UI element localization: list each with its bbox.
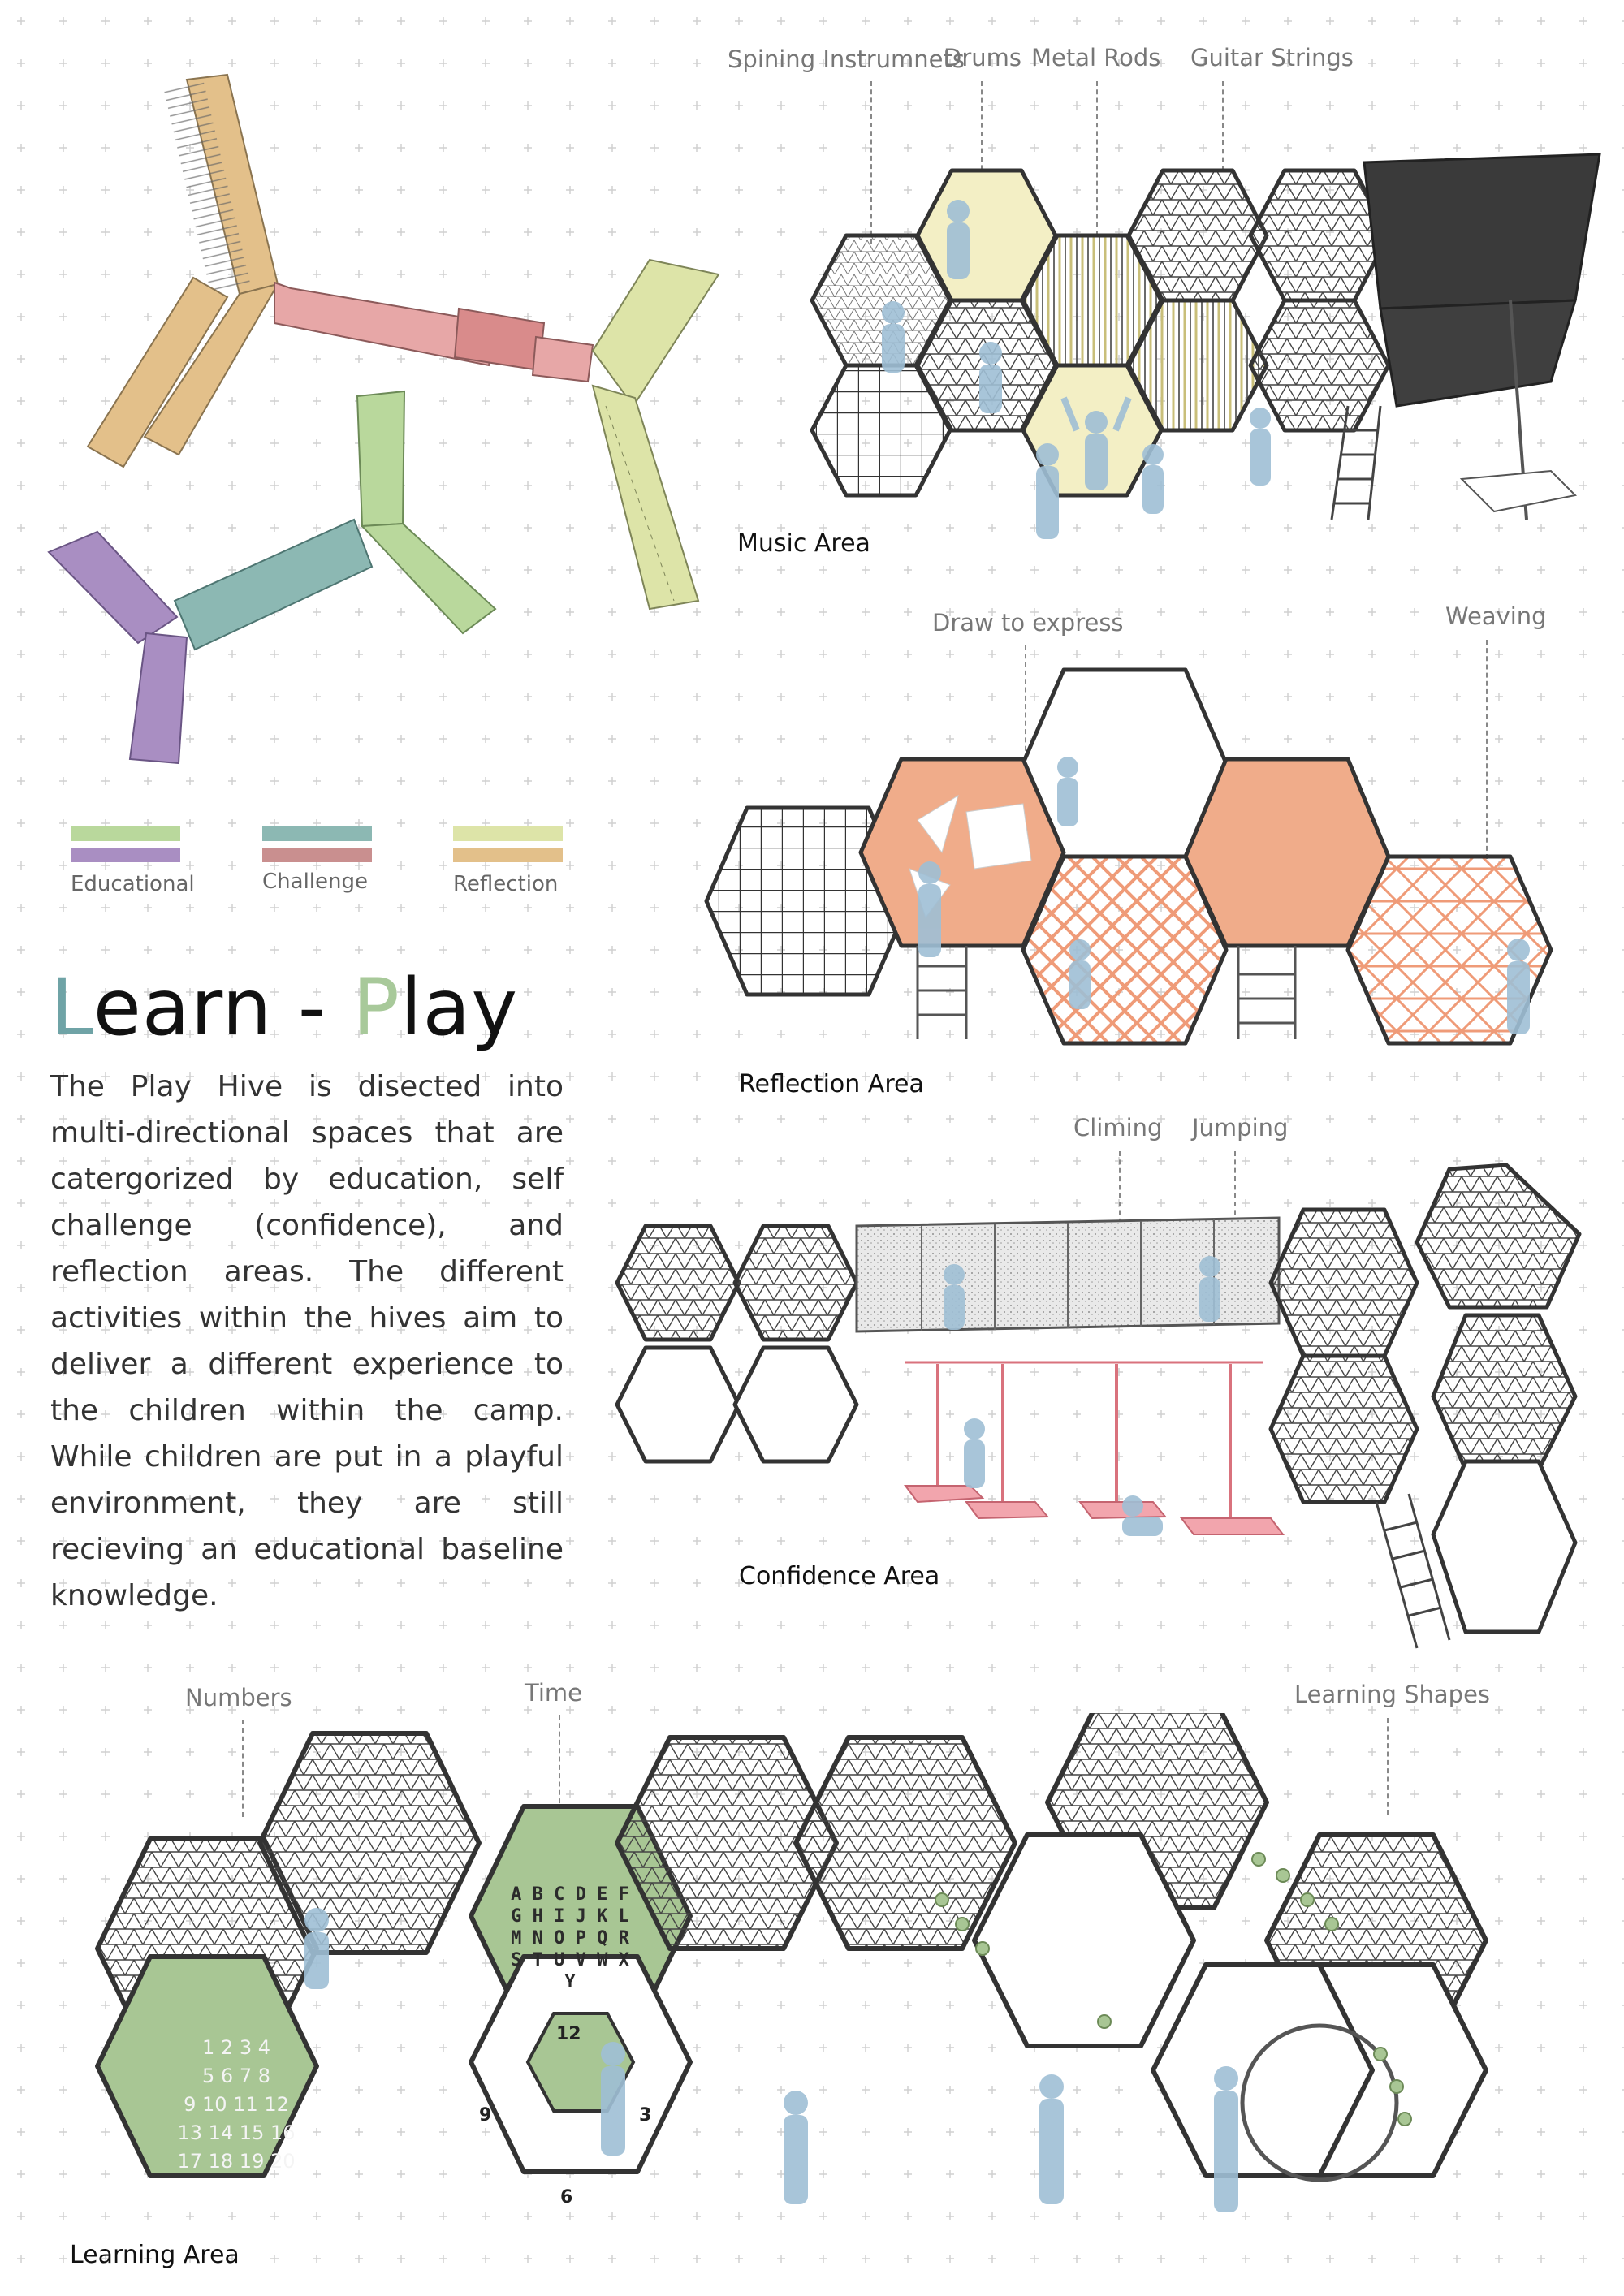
- child-silhouette-icon: [304, 1908, 329, 1989]
- letters-board: [499, 1884, 641, 1993]
- confidence-hex-1: [617, 1226, 739, 1340]
- clock-numeral-6: 6: [560, 2187, 573, 2208]
- confidence-hex-5: [1271, 1210, 1417, 1356]
- letters-row: M N O P Q R: [511, 1928, 629, 1949]
- legend-swatch-educational-top: [71, 826, 180, 841]
- reflection-area-drawing: [698, 658, 1600, 1064]
- title-part-2: lay: [400, 962, 519, 1053]
- title-initial-l: L: [50, 962, 93, 1053]
- learning-area-drawing: [89, 1713, 1592, 2233]
- plan-educational-arm-green: [357, 391, 495, 633]
- child-silhouette-icon: [947, 200, 970, 279]
- learning-hex-4: [796, 1737, 1015, 1949]
- annotation-jumping: Jumping: [1192, 1114, 1289, 1142]
- label-reflection-area: Reflection Area: [739, 1070, 924, 1098]
- music-canopy: [1364, 154, 1600, 309]
- music-area-drawing: [796, 138, 1608, 560]
- confidence-hex-3: [735, 1226, 857, 1340]
- letters-row: S T U V W X: [511, 1950, 629, 1970]
- description-paragraph: The Play Hive is disected into multi-directional spaces that are catergorized by education, self challenge (confidence), and reflection areas. The different activities within the hives aim to deliver a different experience to the children within the camp. While children are put in a playful environment, they are still recieving an educational baseline knowledge.: [50, 1070, 564, 1612]
- confidence-hex-2: [617, 1348, 739, 1461]
- clock-numeral-9: 9: [479, 2105, 492, 2126]
- child-silhouette-icon: [601, 2042, 625, 2156]
- letters-row: Y: [564, 1972, 576, 1992]
- annotation-guitar-strings: Guitar Strings: [1190, 44, 1354, 71]
- child-silhouette-icon: [918, 861, 941, 957]
- legend-swatch-reflection-bottom: [453, 848, 563, 862]
- confidence-ladder-icon: [1376, 1494, 1449, 1648]
- child-silhouette-icon: [1199, 1256, 1220, 1322]
- plan-reflection-arm-right: [593, 260, 719, 609]
- title-initial-p: P: [352, 962, 400, 1053]
- title-part-1: earn -: [93, 962, 352, 1053]
- child-silhouette-icon: [1036, 443, 1059, 539]
- numbers-row: 5 6 7 8: [202, 2065, 270, 2087]
- child-silhouette-icon: [1507, 939, 1530, 1034]
- annotation-weaving: Weaving: [1445, 602, 1547, 630]
- plan-view-diagram: [32, 65, 731, 779]
- numbers-row: 1 2 3 4: [202, 2036, 270, 2059]
- numbers-row: 9 10 11 12: [184, 2093, 289, 2116]
- annotation-metal-rods: Metal Rods: [1031, 44, 1161, 71]
- confidence-hex-4: [735, 1348, 857, 1461]
- annotation-learning-shapes: Learning Shapes: [1294, 1681, 1491, 1708]
- music-hex-10: [1250, 300, 1389, 430]
- reflection-hex-draw: [861, 759, 1064, 946]
- legend-swatch-challenge-bottom: [262, 848, 372, 862]
- music-base-plate: [1462, 471, 1575, 511]
- child-silhouette-icon: [1069, 939, 1091, 1009]
- confidence-hex-7: [1417, 1165, 1579, 1307]
- confidence-hex-9: [1433, 1461, 1575, 1632]
- confidence-hex-6: [1271, 1356, 1417, 1502]
- letters-row: G H I J K L: [511, 1906, 629, 1927]
- legend-label-educational: Educational: [71, 872, 195, 896]
- confidence-area-drawing: [613, 1161, 1587, 1681]
- plan-educational-arm-purple: [49, 532, 187, 763]
- child-silhouette-icon: [784, 2091, 808, 2204]
- legend-label-reflection: Reflection: [453, 872, 559, 896]
- clock-numeral-12: 12: [556, 2024, 581, 2044]
- plan-challenge-corridor: [274, 283, 593, 382]
- legend-swatch-challenge-top: [262, 826, 372, 841]
- legend-swatch-educational-bottom: [71, 848, 180, 862]
- child-silhouette-icon: [882, 301, 905, 373]
- numbers-row: 13 14 15 16: [177, 2121, 296, 2144]
- annotation-spinning-instruments: Spining Instrumnets: [728, 45, 965, 73]
- confidence-hex-8: [1433, 1315, 1575, 1470]
- clock-numeral-3: 3: [639, 2105, 652, 2126]
- plan-reflection-arm-top: [88, 75, 278, 467]
- label-music-area: Music Area: [737, 529, 870, 558]
- child-silhouette-icon: [1142, 444, 1164, 514]
- annotation-numbers: Numbers: [185, 1684, 292, 1711]
- child-silhouette-icon: [979, 342, 1002, 413]
- jump-pad-icon: [1080, 1364, 1165, 1518]
- plan-challenge-corridor-teal: [175, 520, 372, 650]
- jump-pad-icon: [1181, 1364, 1283, 1534]
- legend-swatch-reflection-top: [453, 826, 563, 841]
- annotation-time: Time: [525, 1679, 582, 1707]
- reflection-hex-orange-right: [1186, 759, 1389, 946]
- child-silhouette-icon: [1039, 2074, 1064, 2204]
- label-confidence-area: Confidence Area: [739, 1562, 940, 1590]
- child-silhouette-icon: [1057, 757, 1078, 826]
- annotation-draw-to-express: Draw to express: [932, 609, 1124, 637]
- child-silhouette-icon: [1250, 408, 1271, 486]
- numbers-row: 17 18 19 20: [177, 2150, 296, 2173]
- label-learning-area: Learning Area: [70, 2241, 240, 2269]
- child-silhouette-icon: [964, 1418, 985, 1488]
- numbers-board: [159, 2034, 313, 2176]
- reflection-hex-weave-center: [1023, 857, 1226, 1043]
- child-silhouette-icon: [944, 1264, 965, 1330]
- annotation-drums: Drums: [944, 44, 1021, 71]
- confidence-jump-pads: [905, 1362, 1283, 1534]
- annotation-climbing: Climing: [1073, 1114, 1163, 1142]
- page-title: [50, 962, 518, 1053]
- letters-row: A B C D E F: [511, 1884, 629, 1905]
- legend-label-challenge: Challenge: [262, 870, 368, 894]
